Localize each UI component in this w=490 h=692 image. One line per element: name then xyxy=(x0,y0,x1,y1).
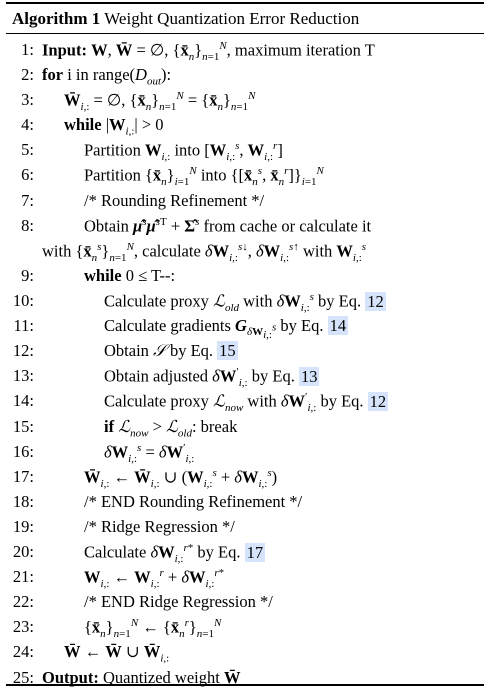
line-number: 19: xyxy=(12,517,34,536)
line-number: 9: xyxy=(21,266,34,285)
line-number: 12: xyxy=(12,341,34,360)
line-content: if ℒ$_{now}$ > ℒ$_{old}$: break xyxy=(104,417,238,440)
line-number: 15: xyxy=(12,417,34,436)
line-content: while 0 ≤ T--: xyxy=(84,266,176,285)
line-number: 8: xyxy=(21,216,34,235)
line-content: Calculate gradients $G_{\delta W_{i,:}^s}$ by Eq. 14 xyxy=(104,316,347,342)
algo-line-12 xyxy=(0,341,484,363)
line-number: 1: xyxy=(21,40,34,59)
line-number: 7: xyxy=(21,191,34,210)
line-number: 6: xyxy=(21,165,34,184)
line-content: Partition $\{x̄_n\}_{i=1}^N$ into {[$x̄_n^s$, $x̄_n^r]\}_{i=1}^N$ xyxy=(84,165,324,188)
algo-line-3 xyxy=(0,90,484,112)
algo-line-1 xyxy=(0,40,484,62)
line-number: 3: xyxy=(21,90,34,109)
algo-line-13 xyxy=(0,366,484,388)
line-number: 4: xyxy=(21,115,34,134)
algo-line-8-cont xyxy=(0,241,484,263)
algo-line-23 xyxy=(0,617,484,639)
line-number: 2: xyxy=(21,65,34,84)
line-content: Calculate $\delta W_{i,:}^{r*}$ by Eq. 17 xyxy=(84,542,264,565)
algo-line-5 xyxy=(0,140,484,162)
line-content: /* Rounding Refinement */ xyxy=(84,191,265,210)
line-content: $\delta W_{i,:}^s = \delta W'_{i,:}$ xyxy=(104,442,195,465)
line-content: $W_{i,:}$ ← $W_{i,:}^r + \delta W_{i,:}^{r*}$ xyxy=(84,567,225,590)
line-content: $W̄_{i,:}$ ← $W̄_{i,:}$ ∪ $(W_{i,:}^s + \delta W_{i,:}^s)$ xyxy=(84,467,278,490)
eq-14-link[interactable]: 14 xyxy=(329,316,347,335)
line-number: 23: xyxy=(12,617,34,636)
line-content: Obtain 𝒮 by Eq. 15 xyxy=(104,341,236,360)
algo-line-18 xyxy=(0,492,484,514)
algo-line-17 xyxy=(0,467,484,489)
eq-13-link[interactable]: 13 xyxy=(300,366,318,386)
line-number: 14: xyxy=(12,391,34,410)
caption-label: Algorithm 1 xyxy=(12,9,101,28)
algo-line-11 xyxy=(0,316,484,342)
line-content: with $\{x̄_n^s\}_{n=1}^N$, calculate $\delta W_{i,:}^{s↓}$, $\delta W_{i,:}^{s↑}$ with $W_{i,:}^s$ xyxy=(42,241,367,264)
eq-12-link[interactable]: 12 xyxy=(367,291,384,311)
algo-line-2 xyxy=(0,65,484,87)
line-content: /* END Ridge Regression */ xyxy=(84,592,273,611)
eq-12-link-2[interactable]: 12 xyxy=(369,391,387,411)
algo-line-7 xyxy=(0,191,484,213)
algo-line-14 xyxy=(0,391,484,413)
algo-line-24 xyxy=(0,642,484,664)
algo-line-22 xyxy=(0,592,484,614)
line-content: Output: Quantized weight W̄ xyxy=(42,668,241,687)
line-number: 18: xyxy=(12,492,34,511)
line-number: 20: xyxy=(12,542,34,561)
line-number: 16: xyxy=(12,442,34,461)
line-number: 21: xyxy=(12,567,34,586)
algo-line-15 xyxy=(0,417,484,439)
line-content: $\{x̄_n\}_{n=1}^N$ ← $\{x̄_n^r\}_{n=1}^N$ xyxy=(84,617,222,640)
algo-line-10 xyxy=(0,291,484,313)
algo-line-8 xyxy=(0,216,484,238)
line-number: 13: xyxy=(12,366,34,385)
algo-line-19 xyxy=(0,517,484,539)
algo-line-9 xyxy=(0,266,484,288)
line-content: Input: W, W̄ = ∅, $\{x̄_n\}_{n=1}^N$, maximum iteration T xyxy=(42,40,375,63)
algo-line-21 xyxy=(0,567,484,589)
algo-line-20 xyxy=(0,542,484,564)
top-rule xyxy=(6,2,484,4)
line-content: /* Ridge Regression */ xyxy=(84,517,235,536)
line-number: 11: xyxy=(13,316,34,335)
line-content: /* END Rounding Refinement */ xyxy=(84,492,303,511)
algo-line-16 xyxy=(0,442,484,464)
caption-rule xyxy=(6,33,484,34)
line-number: 24: xyxy=(12,642,34,661)
line-content: while $|W_{i,:}| > 0$ xyxy=(64,115,164,138)
caption-title: Weight Quantization Error Reduction xyxy=(104,9,360,28)
line-number: 5: xyxy=(21,140,34,159)
algo-line-4 xyxy=(0,115,484,137)
line-content: for i in $range(D_{out})$: xyxy=(42,65,172,88)
algorithm-caption xyxy=(12,9,359,29)
line-content: Obtain μ̂$^s$μ̂$^{sT}$ + Σ̂$^s$ from cache or calculate it xyxy=(84,216,372,236)
eq-17-link[interactable]: 17 xyxy=(246,542,264,562)
algo-line-25 xyxy=(0,668,484,690)
algo-line-6 xyxy=(0,165,484,187)
line-content: W̄ ← W̄ ∪ $W̄_{i,:}$ xyxy=(64,642,170,665)
line-content: Calculate proxy ℒ$_{now}$ with $\delta W'_{i,:}$ by Eq. 12 xyxy=(104,391,387,414)
line-number: 17: xyxy=(12,467,34,486)
line-content: $W̄_{i,:}$ = ∅, $\{x̄_n\}_{n=1}^N$ = $\{x̄_n\}_{n=1}^N$ xyxy=(64,90,256,113)
line-content: Obtain adjusted $\delta W'_{i,:}$ by Eq. 13 xyxy=(104,366,318,389)
line-number: 25: xyxy=(12,668,34,687)
eq-15-link[interactable]: 15 xyxy=(219,341,236,360)
line-number: 10: xyxy=(12,291,34,310)
line-content: Partition $W_{i,:}$ into [$W_{i,:}^s$, $W_{i,:}^r$] xyxy=(84,140,283,163)
line-content: Calculate proxy ℒ$_{old}$ with $\delta W_{i,:}^s$ by Eq. 12 xyxy=(104,291,384,314)
line-number: 22: xyxy=(12,592,34,611)
